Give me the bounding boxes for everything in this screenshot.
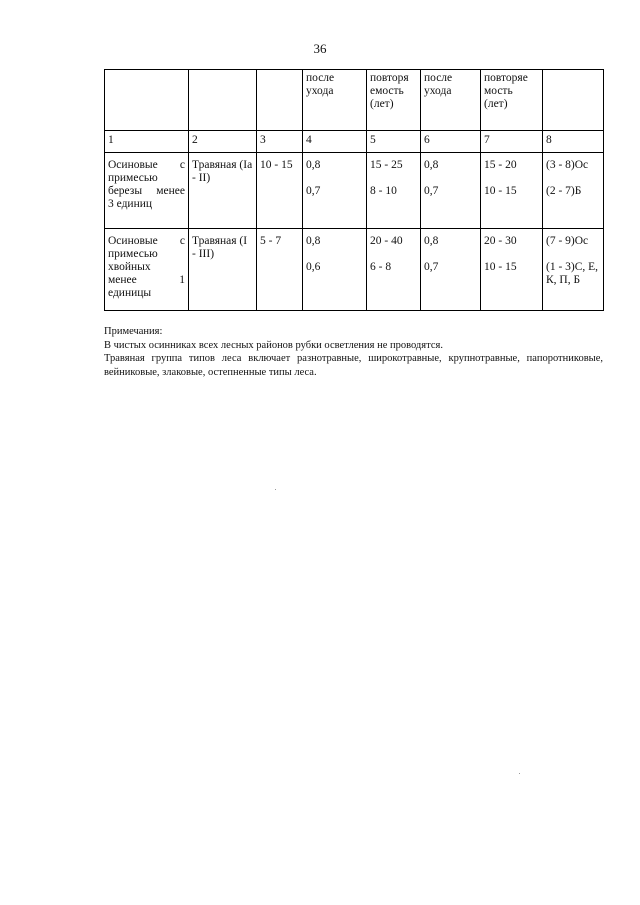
repeat-cell <box>481 229 543 311</box>
repeat-cell <box>367 229 421 311</box>
forest-group-cell: Травяная (Ia - II) <box>189 153 257 229</box>
notes-title: Примечания: <box>104 326 163 337</box>
composition-value: (3 - 8)Ос <box>546 159 589 171</box>
header-cell-8 <box>543 70 604 131</box>
stand-line: примесью <box>108 172 158 184</box>
stand-line: Осиновые с <box>108 235 185 247</box>
scan-speck <box>275 489 276 490</box>
age-cell: 10 - 15 <box>257 153 303 229</box>
density-value: 0,7 <box>424 261 439 273</box>
density-value: 0,8 <box>306 235 321 247</box>
column-number: 7 <box>481 131 543 153</box>
composition-value: (7 - 9)Ос <box>546 235 589 247</box>
stand-line: примесью <box>108 248 158 260</box>
page-number: 36 <box>313 41 327 56</box>
column-number-row <box>105 131 604 153</box>
density-value: 0,8 <box>306 159 321 171</box>
header-cell-5: повторя емость (лет) <box>367 70 421 131</box>
scan-speck <box>519 773 520 774</box>
repeat-cell <box>481 153 543 229</box>
age-cell: 5 - 7 <box>257 229 303 311</box>
column-number: 5 <box>367 131 421 153</box>
notes-block <box>104 325 603 379</box>
density-value: 0,6 <box>306 261 321 273</box>
header-cell-6: после ухода <box>421 70 481 131</box>
composition-value: (1 - 3)С, Е, К, П, Б <box>546 261 599 286</box>
header-cell-4: после ухода <box>303 70 367 131</box>
column-number: 2 <box>189 131 257 153</box>
density-after-cell <box>303 229 367 311</box>
repeat-value: 6 - 8 <box>370 261 392 273</box>
header-cell-2 <box>189 70 257 131</box>
header-cell-3 <box>257 70 303 131</box>
repeat-value: 10 - 15 <box>484 185 517 197</box>
column-number: 6 <box>421 131 481 153</box>
notes-line: В чистых осинниках всех лесных районов рубки осветления не проводятся. <box>104 339 443 351</box>
density-after-cell <box>421 153 481 229</box>
repeat-value: 20 - 40 <box>370 235 403 247</box>
stand-line: Осиновые с <box>108 159 185 171</box>
stand-cell <box>105 153 189 229</box>
repeat-value: 15 - 20 <box>484 159 517 171</box>
stand-line: хвойных <box>108 261 151 273</box>
density-value: 0,7 <box>424 185 439 197</box>
header-cell-7: повторяе мость (лет) <box>481 70 543 131</box>
repeat-value: 8 - 10 <box>370 185 397 197</box>
table-row <box>105 229 604 311</box>
repeat-cell <box>367 153 421 229</box>
column-number: 1 <box>105 131 189 153</box>
header-cell-1 <box>105 70 189 131</box>
density-value: 0,7 <box>306 185 321 197</box>
column-number: 3 <box>257 131 303 153</box>
stand-line: 3 единиц <box>108 198 153 210</box>
density-after-cell <box>303 153 367 229</box>
density-after-cell <box>421 229 481 311</box>
composition-cell <box>543 229 604 311</box>
column-number: 8 <box>543 131 604 153</box>
stand-line: березы менее <box>108 185 185 197</box>
notes-line: Травяная группа типов леса включает разнотравные, широкотравные, крупнотравные, папоротниковые, вейниковые, злаковые, остепненные типы леса. <box>104 353 603 378</box>
density-value: 0,8 <box>424 159 439 171</box>
repeat-value: 10 - 15 <box>484 261 517 273</box>
density-value: 0,8 <box>424 235 439 247</box>
forest-group-cell: Травяная (I - III) <box>189 229 257 311</box>
composition-cell <box>543 153 604 229</box>
repeat-value: 15 - 25 <box>370 159 403 171</box>
table-row <box>105 153 604 229</box>
column-number: 4 <box>303 131 367 153</box>
repeat-value: 20 - 30 <box>484 235 517 247</box>
stand-line: менее 1 <box>108 274 185 286</box>
stand-line: единицы <box>108 287 152 299</box>
composition-value: (2 - 7)Б <box>546 185 582 197</box>
table-header-row <box>105 70 604 131</box>
stand-cell <box>105 229 189 311</box>
forest-thinning-table <box>104 69 604 311</box>
